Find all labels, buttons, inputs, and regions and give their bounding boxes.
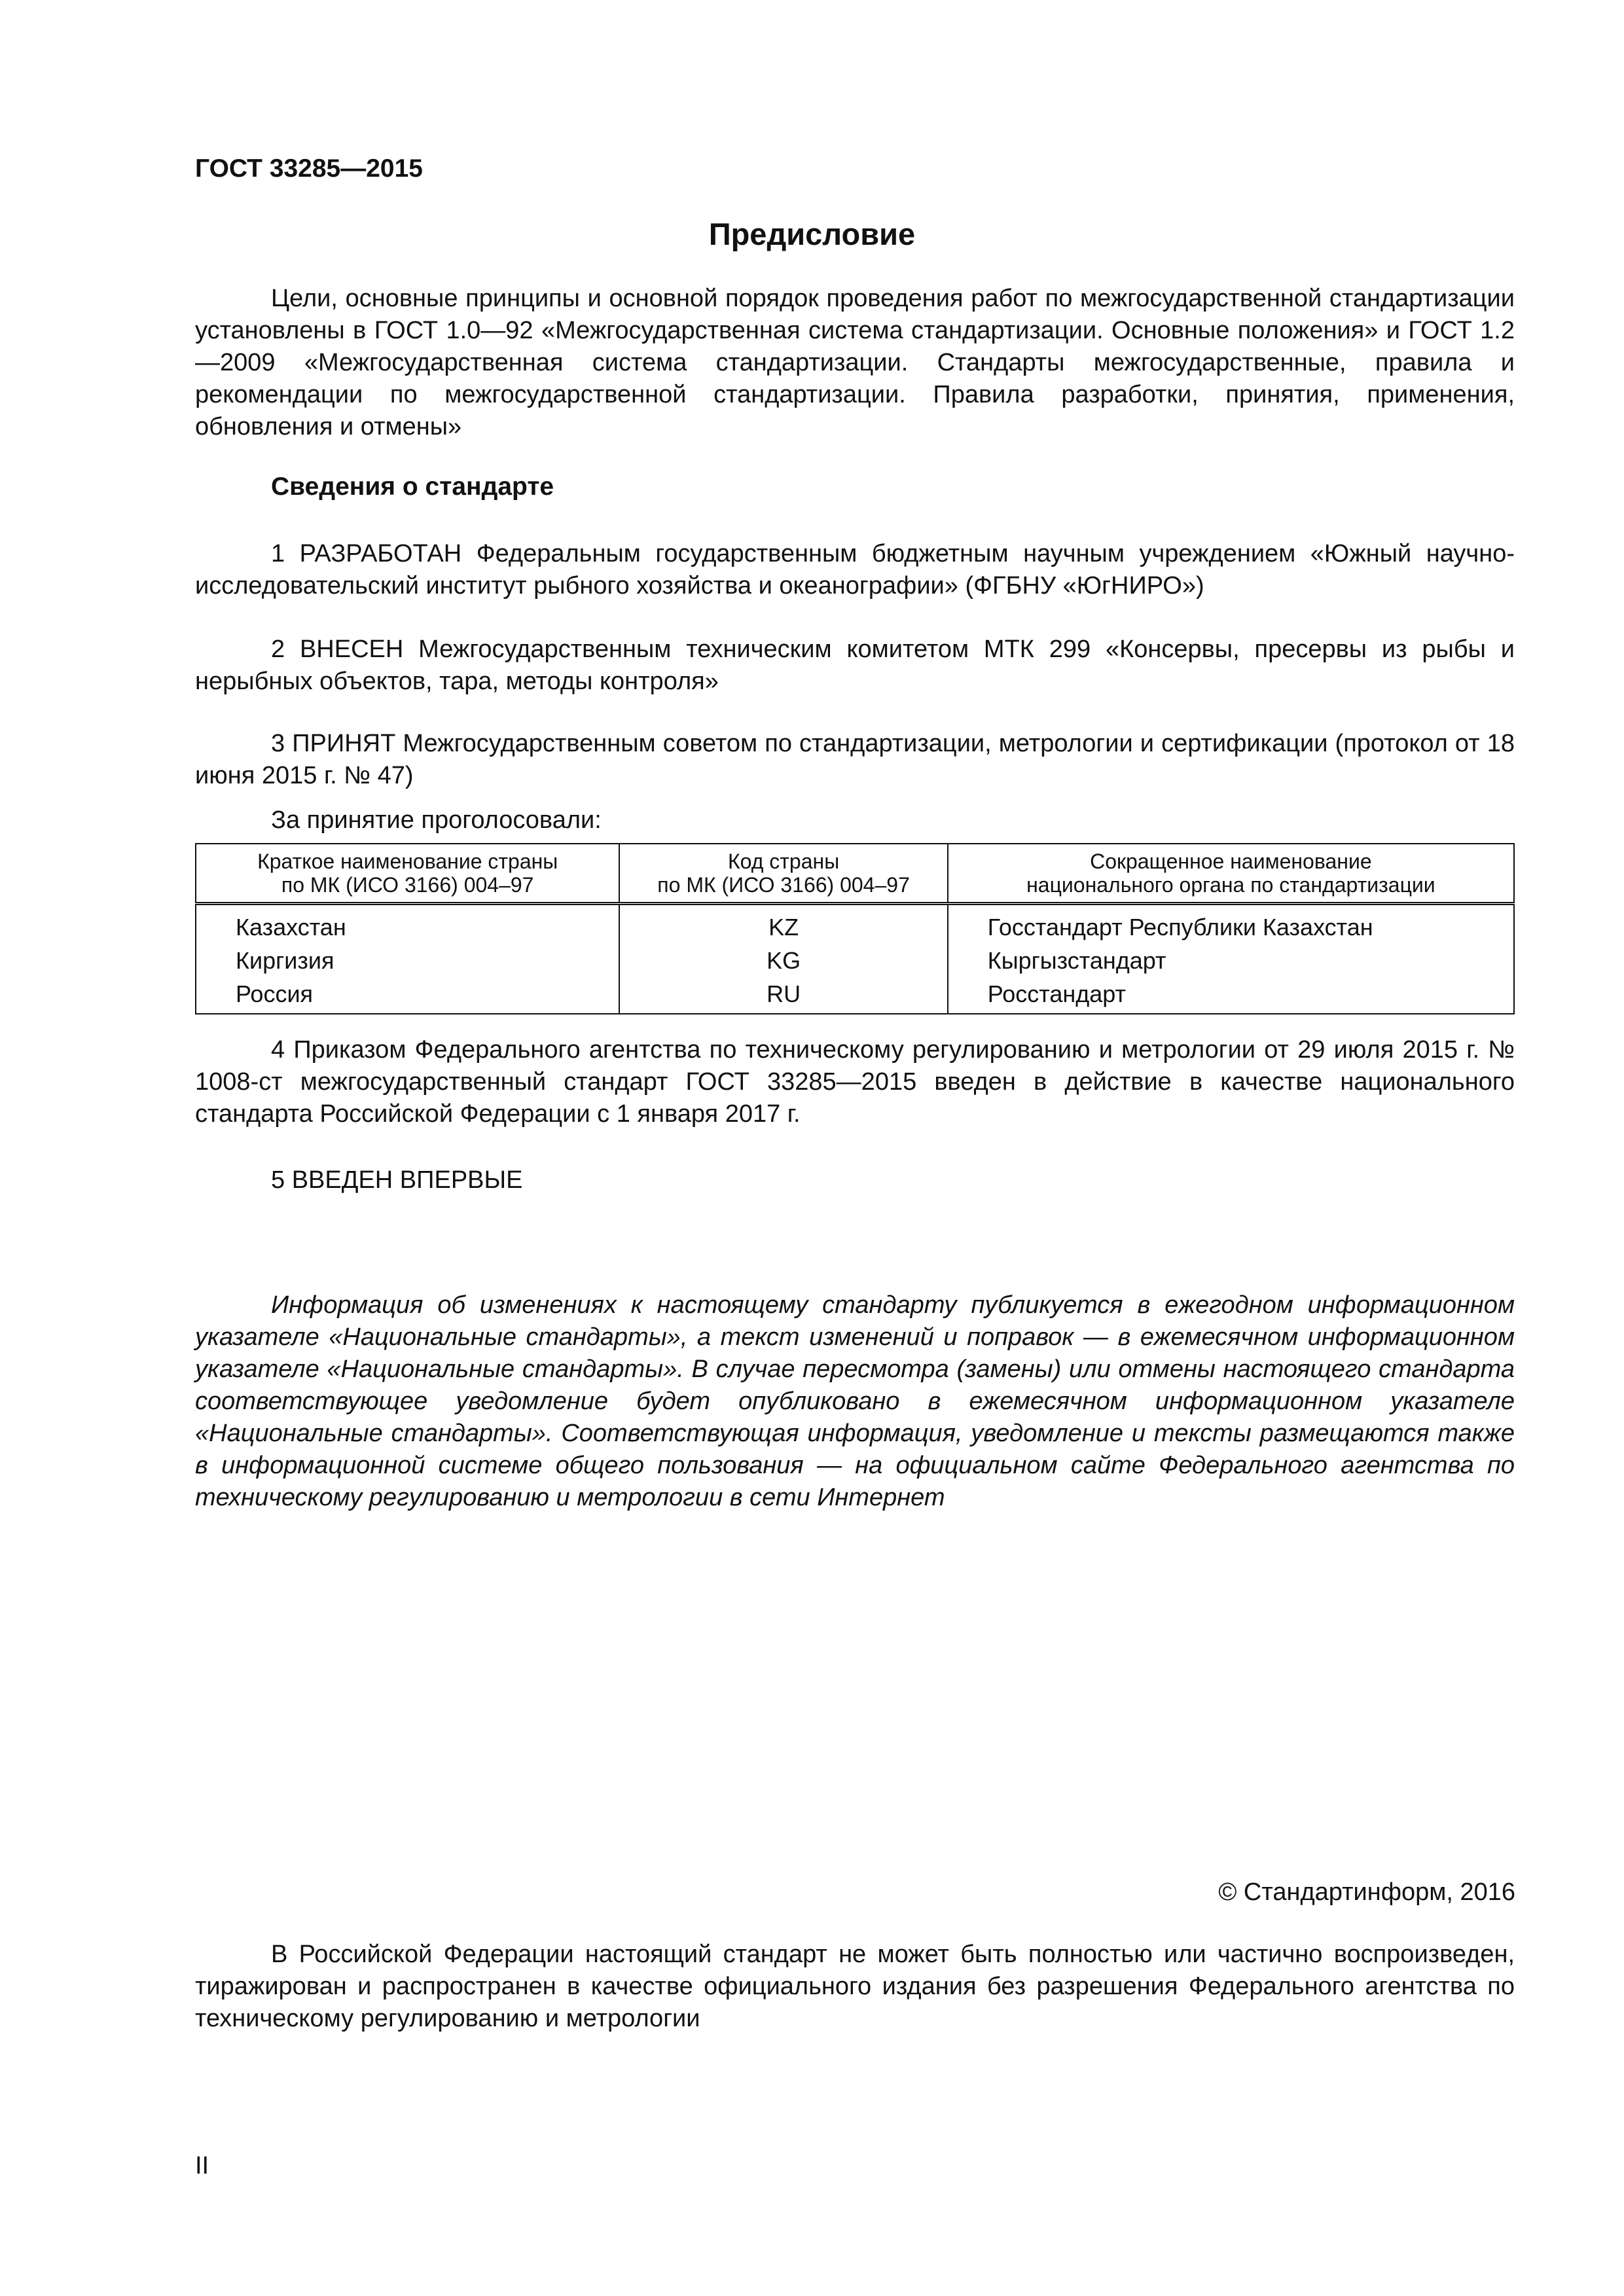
item-submitted: 2 ВНЕСЕН Межгосударственным техническим комитетом МТК 299 «Консервы, пресервы из рыбы и нерыбных объектов, тара, методы контроля»: [195, 636, 1515, 695]
country-cell: Казахстан: [196, 904, 619, 944]
header-country: Краткое наименование страны по МК (ИСО 3166) 004–97: [196, 844, 619, 904]
vote-caption: За принятие проголосовали:: [271, 806, 602, 834]
table-row: [196, 977, 1514, 1014]
vote-table: [195, 843, 1515, 1014]
page-title: Предисловие: [708, 217, 916, 251]
intro-paragraph: Цели, основные принципы и основной порядок проведения работ по межгосударственной стандартизации установлены в ГОСТ 1.0—92 «Межгосударственная система стандартизации. Основные положения» и ГОСТ 1.2—2009 «Межгосударственная система стандартизации. Стандарты межгосударственные, правила и рекомендации по межгосударственной стандартизации. Правила разработки, принятия, применения, обновления и отмены»: [195, 285, 1515, 440]
item-developed: 1 РАЗРАБОТАН Федеральным государственным бюджетным научным учреждением «Южный научно-исследовательский институт рыбного хозяйства и океанографии» (ФГБНУ «ЮгНИРО»): [195, 540, 1515, 600]
code-cell: KZ: [619, 904, 947, 944]
header-national-body: Сокращенное наименование национального органа по стандартизации: [948, 844, 1514, 904]
country-cell: Киргизия: [196, 944, 619, 977]
body-cell: Госстандарт Республики Казахстан: [948, 904, 1514, 944]
page-number: II: [195, 2152, 209, 2179]
body-cell: Росстандарт: [948, 977, 1514, 1014]
code-cell: RU: [619, 977, 947, 1014]
item-enacted: 4 Приказом Федерального агентства по техническому регулированию и метрологии от 29 июля 2015 г. № 1008-ст межгосударственный стандарт ГОСТ 33285—2015 введен в действие в качестве национального стандарта Российской Федерации с 1 января 2017 г.: [195, 1036, 1515, 1128]
copyright: © Стандартинформ, 2016: [1218, 1878, 1515, 1906]
table-row: [196, 904, 1514, 944]
table-row: [196, 944, 1514, 977]
reproduction-notice: В Российской Федерации настоящий стандарт не может быть полностью или частично воспроизведен, тиражирован и распространен в качестве официального издания без разрешения Федерального агентства по техническому регулированию и метрологии: [195, 1941, 1515, 2032]
item-adopted: 3 ПРИНЯТ Межгосударственным советом по стандартизации, метрологии и сертификации (протокол от 18 июня 2015 г. № 47): [195, 730, 1515, 789]
vote-table-header: [196, 844, 1514, 904]
item-first-introduced: 5 ВВЕДЕН ВПЕРВЫЕ: [271, 1166, 523, 1194]
header-country-code: Код страны по МК (ИСО 3166) 004–97: [619, 844, 947, 904]
info-heading: Сведения о стандарте: [271, 473, 554, 501]
body-cell: Кыргызстандарт: [948, 944, 1514, 977]
standard-code: ГОСТ 33285—2015: [195, 154, 423, 183]
notice-paragraph: Информация об изменениях к настоящему стандарту публикуется в ежегодном информационном указателе «Национальные стандарты», а текст изменений и поправок — в ежемесячном информационном указателе «Национальные стандарты». В случае пересмотра (замены) или отмены настоящего стандарта соответствующее уведомление будет опубликовано в ежемесячном информационном указателе «Национальные стандарты». Соответствующая информация, уведомление и тексты размещаются также в информационной системе общего пользования — на официальном сайте Федерального агентства по техническому регулированию и метрологии в сети Интернет: [195, 1291, 1515, 1511]
code-cell: KG: [619, 944, 947, 977]
country-cell: Россия: [196, 977, 619, 1014]
